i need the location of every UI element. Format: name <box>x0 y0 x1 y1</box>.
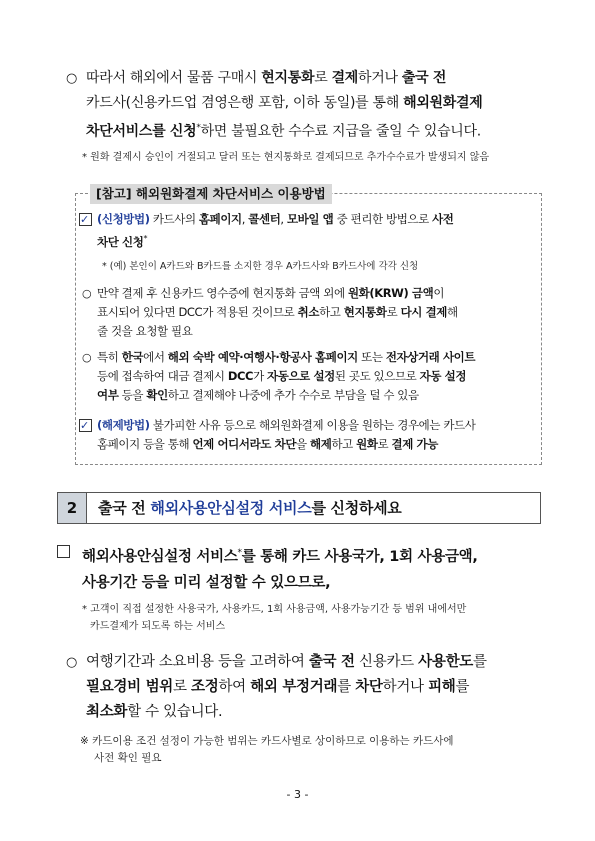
text: 로 <box>314 70 332 86</box>
text: 자동으로 설정 <box>267 369 335 383</box>
text: 결제 가능 <box>391 437 438 451</box>
section-2-header <box>57 492 541 524</box>
text: 을 <box>296 437 311 451</box>
text: 불가피한 사유 등으로 해외원화결제 이용을 원하는 경우에는 카드사 <box>149 418 476 432</box>
text: 특히 <box>97 350 122 364</box>
paragraph-limit-adjust <box>66 650 546 725</box>
text: 자동 설정 <box>419 369 467 383</box>
text: 해외사용안심설정 서비스 <box>82 548 238 565</box>
text: 홈페이지 등을 통해 <box>97 437 193 451</box>
text: 가 <box>253 369 268 383</box>
text: 전자상거래 사이트 <box>385 350 476 364</box>
circle-bullet: ○ <box>82 351 92 364</box>
text: (해제방법) <box>97 418 150 432</box>
text: 해외 부정거래 <box>250 679 338 695</box>
text: 해외원화결제 <box>403 95 483 111</box>
reference-box-title: [참고] 해외원화결제 차단서비스 이용방법 <box>90 184 332 204</box>
note-card-conditions <box>80 733 550 767</box>
circle-bullet: ○ <box>82 287 92 300</box>
text: 결제 <box>331 70 359 86</box>
text: 하고 결제해야 나중에 추가 수수로 부담을 덜 수 있음 <box>167 388 419 402</box>
text: 취소 <box>297 305 320 319</box>
text: 필요경비 범위 <box>86 679 173 695</box>
section-title <box>98 493 402 523</box>
text: 신용카드 <box>354 654 419 670</box>
text: 카드결제가 되도록 하는 서비스 <box>90 621 226 632</box>
ref-item-receipt-check <box>82 284 537 341</box>
text: 로 <box>386 305 401 319</box>
text: 출국 전 <box>401 70 447 86</box>
text: 모바일 앱 <box>286 212 334 226</box>
ref-item-cancel-method <box>79 416 539 454</box>
text: 차단서비스를 신청 <box>86 123 197 140</box>
text: 사용기간 등을 <box>82 574 174 591</box>
text: 콜센터 <box>248 212 281 226</box>
text: 로 <box>377 437 392 451</box>
text: 중 편리한 방법으로 <box>333 212 433 226</box>
text: 차단 <box>355 679 383 695</box>
text: 하고 <box>331 437 357 451</box>
text: 현지통화 <box>261 70 315 86</box>
text: 를 통해 카드 사용국가, 1회 사용금액, <box>241 548 478 565</box>
text: ※ 카드이용 조건 설정이 가능한 범위는 카드사별로 상이하므로 이용하는 카드사에 <box>80 735 454 747</box>
text: 한국 <box>121 350 144 364</box>
text: 하고 <box>319 305 344 319</box>
text: 다시 결제 <box>400 305 448 319</box>
text: 줄 것을 요청할 필요 <box>97 324 193 338</box>
text: 또는 <box>357 350 386 364</box>
text: 여행기간과 소요비용 등을 고려하여 <box>86 654 309 670</box>
text: 카드사의 <box>149 212 199 226</box>
text: 언제 어디서라도 차단 <box>192 437 297 451</box>
text: 출국 전 <box>308 654 355 670</box>
footnote-marker: * <box>237 548 242 558</box>
square-bullet-icon <box>57 545 70 558</box>
text: 해 <box>447 305 458 319</box>
text: 원화 <box>356 437 378 451</box>
text: 차단 신청 <box>97 234 144 249</box>
text: , <box>280 212 287 226</box>
ref-item-apply-note <box>102 259 542 274</box>
text: 에서 <box>143 350 168 364</box>
text: 를 신청하세요 <box>311 499 402 517</box>
checkbox-icon <box>79 213 92 226</box>
checkbox-icon <box>79 419 92 432</box>
text: 해외 숙박 예약·여행사·항공사 홈페이지 <box>167 350 358 364</box>
text: , <box>241 212 249 226</box>
ref-item-apply-method <box>79 210 539 252</box>
text: 사전 확인 필요 <box>94 752 162 764</box>
text: 최소화 <box>86 704 128 720</box>
text: 해제 <box>310 437 332 451</box>
text: 표시되어 있다면 DCC가 적용된 것이므로 <box>97 305 298 319</box>
text: 조정 <box>191 679 219 695</box>
text: 현지통화 <box>343 305 387 319</box>
text: 를 <box>455 679 470 695</box>
text: 홈페이지 <box>198 212 242 226</box>
text: 된 곳도 있으므로 <box>334 369 420 383</box>
text: 등을 <box>118 388 147 402</box>
page-number: - 3 - <box>286 788 309 801</box>
circle-bullet: ○ <box>66 71 78 86</box>
text: * (예) 본인이 A카드와 B카드를 소지한 경우 A카드사와 B카드사에 각각 신청 <box>102 261 419 272</box>
text: 만약 결제 후 신용카드 영수증에 현지통화 금액 외에 <box>97 286 348 300</box>
text: * 원화 결제시 승인이 거절되고 달러 또는 현지통화로 결제되므로 추가수수료가 발생되지 않음 <box>82 152 490 163</box>
text: 미리 설정 <box>173 574 234 591</box>
text: 카드사(신용카드업 겸영은행 포함, 이하 동일)를 통해 <box>86 95 404 111</box>
text: 하여 <box>218 679 251 695</box>
text: (신청방법) <box>97 212 150 226</box>
text: 하거나 <box>358 70 402 86</box>
text: 확인 <box>146 388 168 402</box>
text: 이 <box>433 286 445 300</box>
text: 등에 접속하여 대금 결제시 <box>97 369 228 383</box>
text: 해외사용안심설정 서비스 <box>150 499 312 517</box>
footnote-marker: * <box>196 123 201 133</box>
text: 할 수 있습니다. <box>127 704 223 720</box>
footnote-won-payment <box>82 150 552 165</box>
text: 여부 <box>97 388 119 402</box>
section-number: 2 <box>58 493 87 523</box>
text: 원화(KRW) 금액 <box>347 286 434 300</box>
text: 출국 전 <box>98 499 151 517</box>
text: 할 수 있으므로, <box>233 574 331 591</box>
text: 따라서 해외에서 물품 구매시 <box>86 70 262 86</box>
text: 사전 <box>432 212 454 226</box>
text: 하면 불필요한 수수료 지급을 줄일 수 있습니다. <box>200 123 481 140</box>
text: * 고객이 직접 설정한 사용국가, 사용카드, 1회 사용금액, 사용가능기간 등 범위 내에서만 <box>82 604 467 615</box>
paragraph-dcc-block-advice <box>66 66 546 145</box>
paragraph-safe-setting <box>57 540 547 596</box>
text: 로 <box>173 679 192 695</box>
text: 하거나 <box>382 679 429 695</box>
ref-item-korea-sites <box>82 348 537 405</box>
footnote-marker: * <box>143 234 148 243</box>
circle-bullet: ○ <box>66 655 78 670</box>
text: 사용한도 <box>418 654 473 670</box>
text: DCC <box>227 369 254 383</box>
footnote-safe-setting <box>82 601 552 635</box>
text: 를 <box>337 679 356 695</box>
text: 피해 <box>428 679 456 695</box>
text: 를 <box>473 654 487 670</box>
